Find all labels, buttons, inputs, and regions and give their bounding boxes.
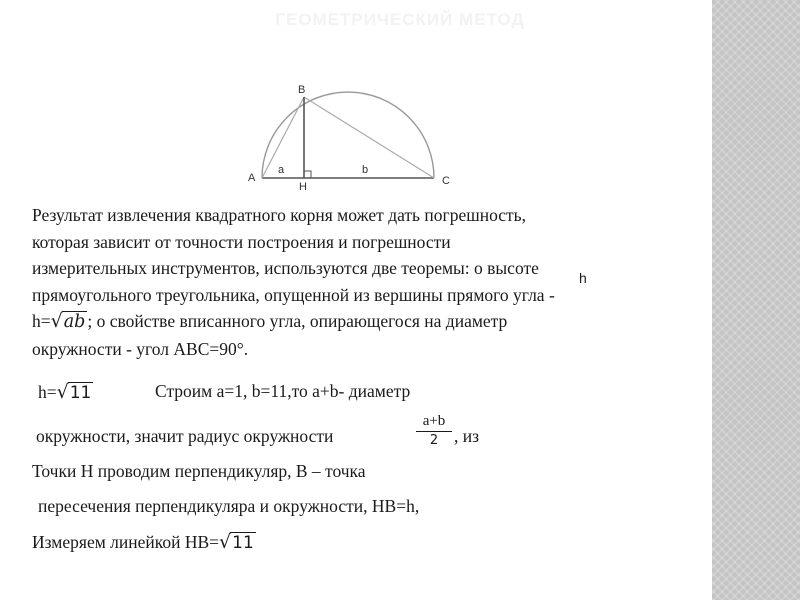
measure-prefix: Измеряем линейкой НВ= <box>32 532 220 552</box>
label-point-h: H <box>299 181 307 193</box>
intersection-text: пересечения перпендикуляра и окружности, НВ=h, <box>38 496 420 516</box>
slide-title: ГЕОМЕТРИЧЕСКИЙ МЕТОД <box>275 10 525 29</box>
circle-radius-text: окружности, значит радиус окружности <box>36 426 334 446</box>
paragraph-line-suffix: ; о свойстве вписанного угла, опирающегося на диаметр <box>87 311 508 331</box>
paragraph-line <box>32 308 712 336</box>
radius-fraction <box>416 412 452 449</box>
construct-text: Строим a=1, b=11,то a+b- диаметр <box>155 381 411 401</box>
label-point-c: C <box>442 175 450 187</box>
measure-text <box>32 531 256 553</box>
sqrt-11 <box>57 381 94 403</box>
radicand-11: 11 <box>69 383 92 403</box>
fraction-numerator: a+b <box>422 413 446 429</box>
stray-h-label: h <box>579 270 587 286</box>
chord-bc <box>304 97 434 178</box>
radical-sign: √ <box>56 381 69 403</box>
circle-radius-suffix: , из <box>454 426 480 446</box>
radical-sign: √ <box>50 310 63 332</box>
radicand-ab: ab <box>63 312 86 332</box>
label-segment-a: a <box>278 164 285 176</box>
fraction-bar <box>416 431 452 432</box>
h-equals-sqrt11 <box>38 381 93 403</box>
label-point-a: A <box>248 172 256 184</box>
perpendicular-text: Точки Н проводим перпендикуляр, В – точка <box>32 461 366 481</box>
h-equals-label: h= <box>38 382 57 402</box>
sqrt-ab <box>51 308 88 336</box>
paragraph-line: прямоугольного треугольника, опущенной из вершины прямого угла - <box>32 284 555 305</box>
radical-sign: √ <box>219 531 232 553</box>
right-angle-marker <box>304 171 311 178</box>
formula-h-prefix: h= <box>32 311 51 331</box>
label-point-b: B <box>298 84 306 96</box>
geometry-diagram <box>240 80 470 195</box>
semicircle-arc <box>262 92 434 178</box>
radicand-11-measure: 11 <box>232 533 254 553</box>
fraction-denominator: 2 <box>429 433 439 448</box>
sqrt-11-measure <box>219 531 256 553</box>
label-segment-b: b <box>362 164 369 176</box>
paragraph-line: которая зависит от точности построения и погрешности <box>32 231 451 252</box>
decorative-side-band <box>712 0 800 600</box>
paragraph-line: измерительных инструментов, используются две теоремы: о высоте <box>32 258 539 278</box>
paragraph-line: окружности - угол АВС=90°. <box>32 338 249 359</box>
paragraph-line: Результат извлечения квадратного корня может дать погрешность, <box>32 205 527 225</box>
explanation-paragraph <box>32 202 712 362</box>
